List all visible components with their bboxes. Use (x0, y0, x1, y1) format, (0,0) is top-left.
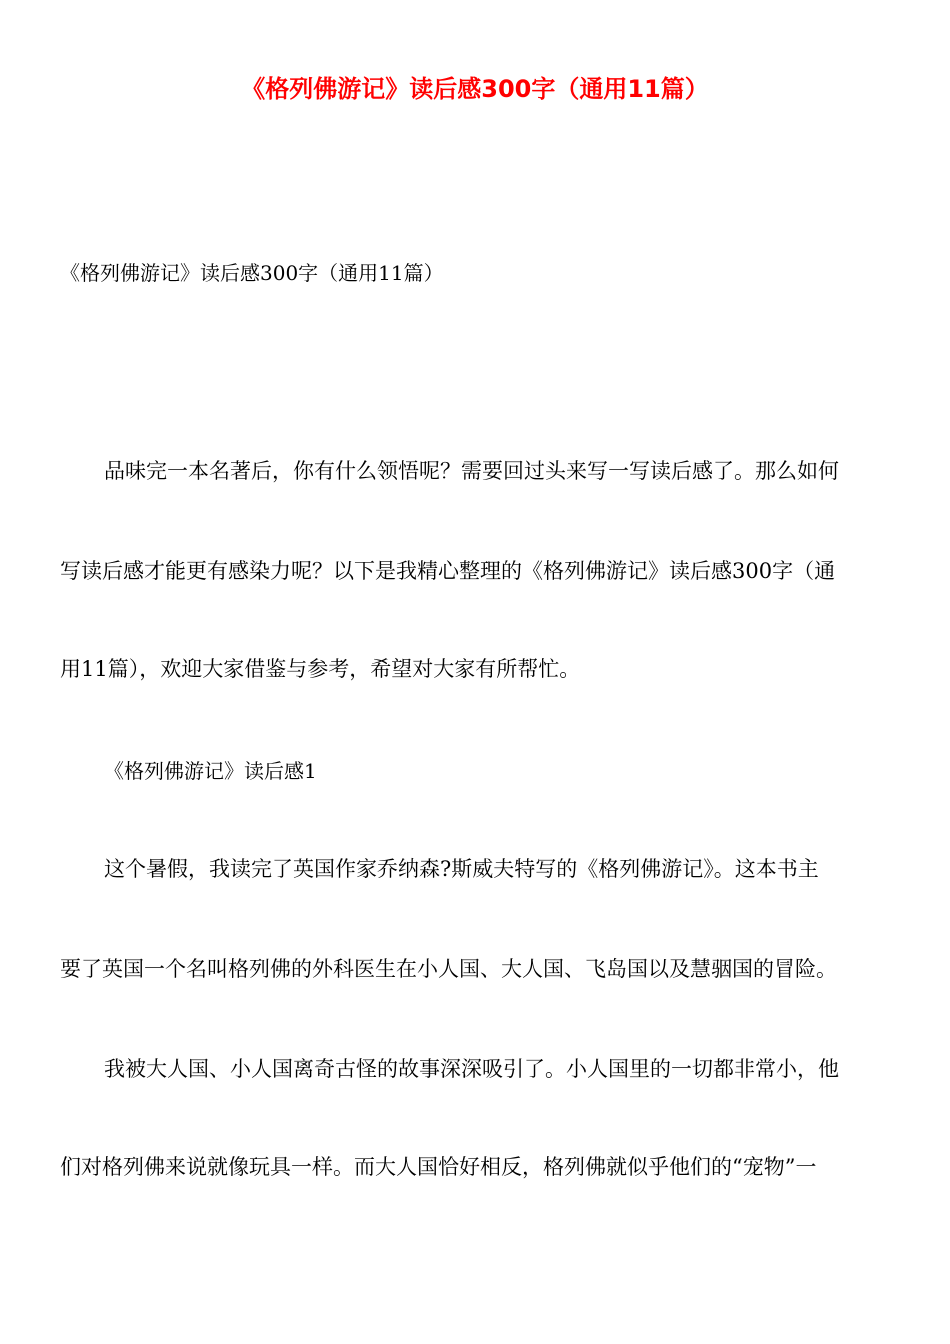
paragraph-line: 这个暑假，我读完了英国作家乔纳森?斯威夫特写的《格列佛游记》。这本书主 (104, 857, 819, 881)
section-heading: 《格列佛游记》读后感1 (104, 759, 317, 783)
paragraph-line: 要了英国一个名叫格列佛的外科医生在小人国、大人国、飞岛国以及慧骃国的冒险。 (60, 957, 837, 981)
paragraph-line: 用11篇），欢迎大家借鉴与参考，希望对大家有所帮忙。 (60, 657, 581, 681)
document-title: 《格列佛游记》读后感300字（通用11篇） (241, 75, 709, 103)
paragraph-line: 写读后感才能更有感染力呢？以下是我精心整理的《格列佛游记》读后感300字（通 (60, 559, 836, 583)
document-subtitle: 《格列佛游记》读后感300字（通用11篇） (60, 261, 444, 285)
paragraph-line: 品味完一本名著后，你有什么领悟呢？需要回过头来写一写读后感了。那么如何 (104, 459, 839, 483)
paragraph-line: 们对格列佛来说就像玩具一样。而大人国恰好相反，格列佛就似乎他们的“宠物”一 (60, 1155, 817, 1179)
paragraph-line: 我被大人国、小人国离奇古怪的故事深深吸引了。小人国里的一切都非常小，他 (104, 1057, 839, 1081)
